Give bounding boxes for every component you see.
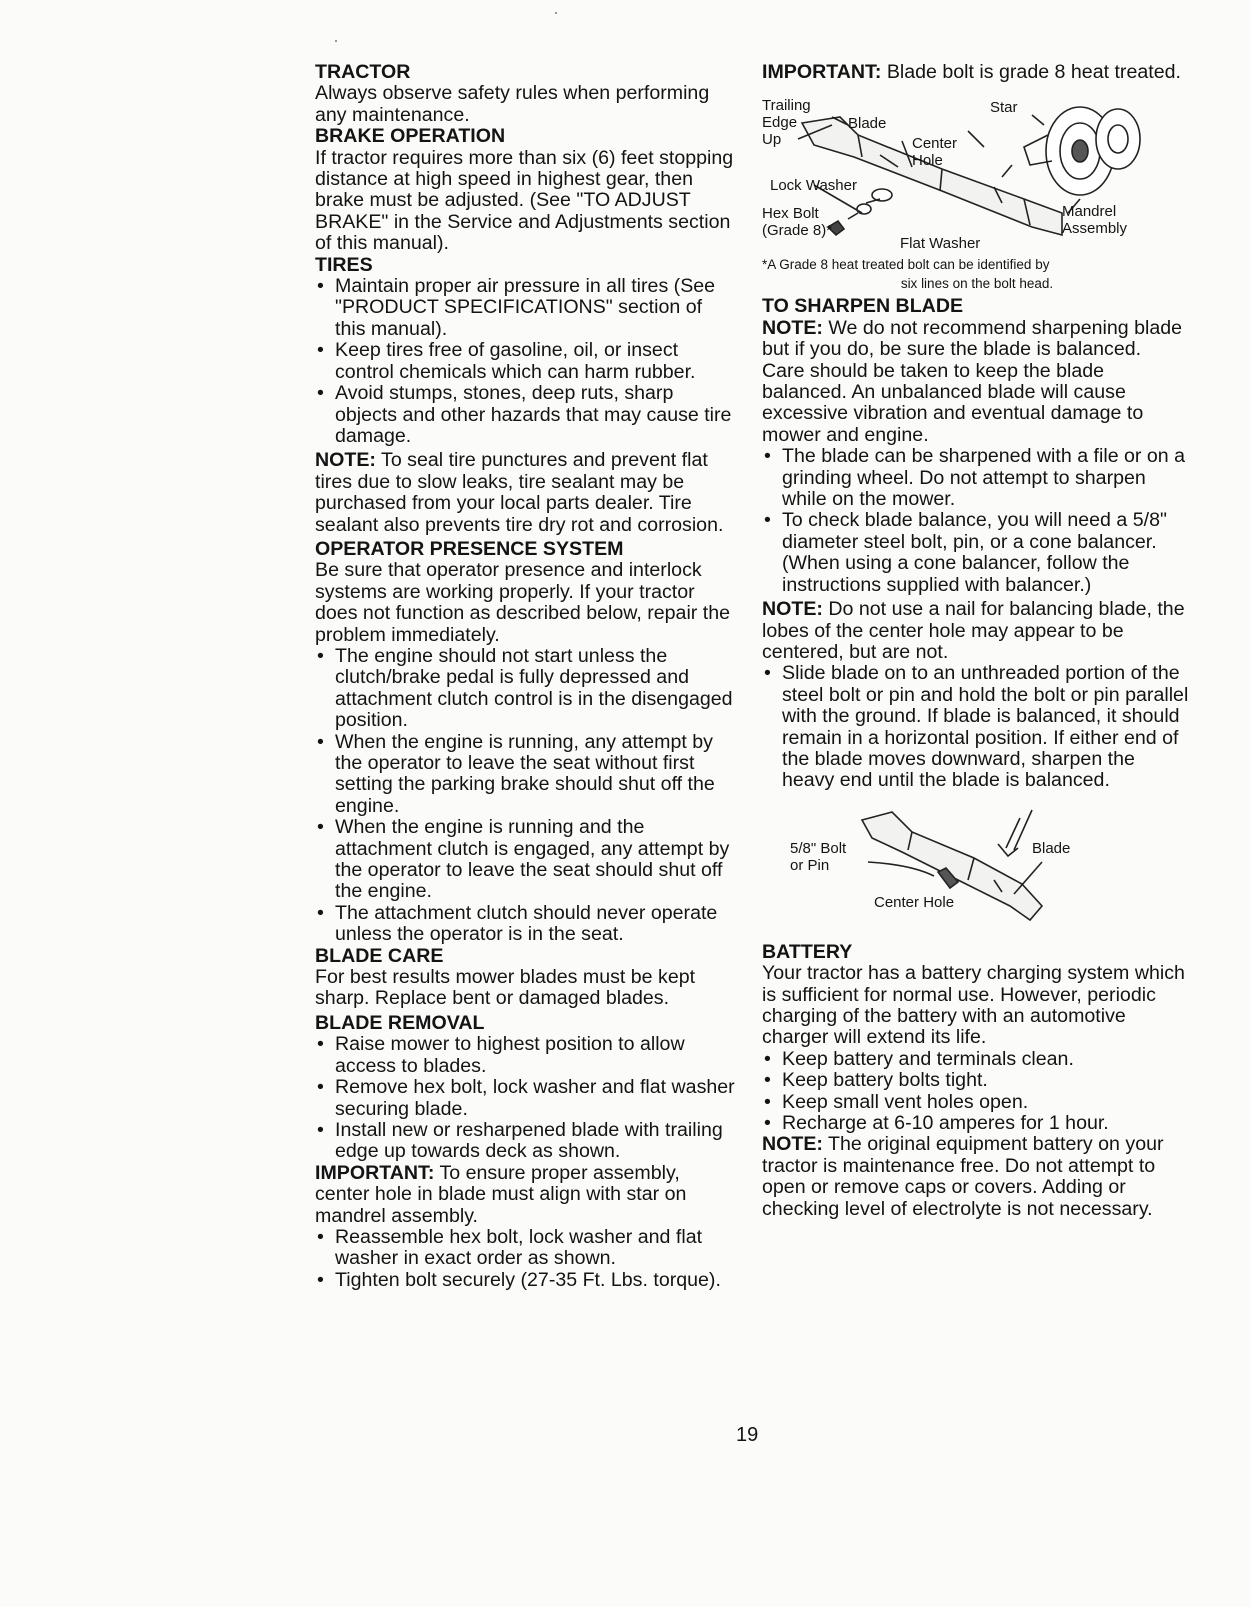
blade-bolt-note	[762, 62, 1192, 83]
tractor-text: Always observe safety rules when performing any maintenance.	[315, 82, 710, 126]
note-label: NOTE:	[315, 449, 376, 472]
brake-operation-heading: BRAKE OPERATION	[315, 125, 506, 148]
list-item: • Install new or resharpened blade with trailing edge up towards deck as shown.	[315, 1120, 735, 1163]
tires-note	[315, 450, 735, 536]
list-item: • The engine should not start unless the clutch/brake pedal is fully depressed and attachment clutch control is in the disengaged position.	[315, 646, 735, 732]
blade-care-text: For best results mower blades must be kept sharp. Replace bent or damaged blades.	[315, 966, 696, 1010]
blade-assembly-figure	[762, 95, 1192, 253]
center-hole-label: Center Hole	[874, 893, 955, 911]
important-assembly-note	[315, 1163, 735, 1227]
list-item: • Reassemble hex bolt, lock washer and flat washer in exact order as shown.	[315, 1227, 735, 1270]
list-item: • Slide blade on to an unthreaded portion of the steel bolt or pin and hold the bolt or pin parallel with the ground. If blade is balanced, it should remain in a horizontal position. If either end of the blade moves downward, sharpen the heavy end until the blade is balanced.	[762, 663, 1192, 791]
sharpen-text: Care should be taken to keep the blade balanced. An unbalanced blade will cause excessive vibration and eventual damage to mower and engine.	[762, 359, 1144, 446]
note-label: NOTE:	[762, 316, 823, 339]
list-item: • Keep tires free of gasoline, oil, or insect control chemicals which can harm rubber.	[315, 340, 735, 383]
operator-presence-text: Be sure that operator presence and interlock systems are working properly. If your tractor does not function as described below, repair the problem immediately.	[315, 559, 730, 646]
battery-heading: BATTERY	[762, 940, 853, 963]
list-item: • When the engine is running and the attachment clutch is engaged, any attempt by the operator to leave the seat should shut off the engine.	[315, 817, 735, 903]
list-item: • Recharge at 6-10 amperes for 1 hour.	[762, 1113, 1192, 1134]
note-label: NOTE:	[762, 1133, 823, 1156]
blade-label: Blade	[1032, 839, 1071, 857]
list-item: • Keep small vent holes open.	[762, 1092, 1192, 1113]
blade-care-heading: BLADE CARE	[315, 944, 444, 967]
scan-speck	[335, 40, 337, 42]
operator-presence-heading: OPERATOR PRESENCE SYSTEM	[315, 537, 624, 560]
star-label: Star	[990, 99, 1018, 117]
trailing-edge-up-label: Trailing Edge Up	[762, 97, 811, 149]
list-item: • Raise mower to highest position to allow access to blades.	[315, 1034, 735, 1077]
list-item: • When the engine is running, any attempt by the operator to leave the seat without first setting the parking brake should shut off the engine.	[315, 732, 735, 818]
tires-list	[315, 276, 735, 447]
list-item: • Tighten bolt securely (27-35 Ft. Lbs. torque).	[315, 1270, 735, 1291]
list-item: • To check blade balance, you will need a 5/8" diameter steel bolt, pin, or a cone balancer. (When using a cone balancer, follow the instructions supplied with balancer.)	[762, 510, 1192, 596]
blade-removal-heading: BLADE REMOVAL	[315, 1011, 485, 1034]
list-item: • Avoid stumps, stones, deep ruts, sharp objects and other hazards that may cause tire damage.	[315, 383, 735, 447]
list-item: • The attachment clutch should never operate unless the operator is in the seat.	[315, 903, 735, 946]
page-number: 19	[736, 1424, 759, 1446]
right-column	[762, 62, 1192, 1220]
important-label: IMPORTANT:	[315, 1161, 435, 1184]
operator-presence-list	[315, 646, 735, 946]
blade-label: Blade	[848, 115, 887, 133]
note-text: Do not use a nail for balancing blade, the lobes of the center hole may appear to be centered, but are not.	[762, 598, 1185, 663]
sharpen-note	[762, 318, 1192, 361]
battery-list	[762, 1049, 1192, 1135]
note-label: NOTE:	[762, 598, 823, 621]
list-item: • Keep battery and terminals clean.	[762, 1049, 1192, 1070]
blade-balance-figure	[762, 802, 1192, 942]
list-item: • Remove hex bolt, lock washer and flat washer securing blade.	[315, 1077, 735, 1120]
balance-note	[762, 599, 1192, 663]
scan-speck	[555, 12, 557, 14]
center-hole-label: Center Hole	[912, 135, 958, 170]
grade8-footnote: *A Grade 8 heat treated bolt can be identified by	[762, 257, 1050, 273]
left-column	[315, 62, 735, 1291]
mandrel-assembly-label: Mandrel Assembly	[1062, 203, 1128, 238]
battery-note	[762, 1134, 1192, 1220]
battery-text: Your tractor has a battery charging system which is sufficient for normal use. However, periodic charging of the battery with an automotive charger will extend its life.	[762, 962, 1185, 1049]
lock-washer-label: Lock Washer	[770, 177, 857, 195]
bolt-or-pin-label: 5/8" Bolt or Pin	[790, 839, 847, 874]
note-text: To seal tire punctures and prevent flat tires due to slow leaks, tire sealant may be purchased from your local parts dealer. Tire sealant also prevents tire dry rot and corrosion.	[315, 449, 724, 536]
reassemble-list	[315, 1227, 735, 1291]
flat-washer-label: Flat Washer	[900, 235, 981, 253]
blade-removal-list	[315, 1034, 735, 1162]
note-text: We do not recommend sharpening blade but if you do, be sure the blade is balanced.	[762, 316, 1183, 361]
important-text: To ensure proper assembly, center hole in blade must align with star on mandrel assembly.	[315, 1161, 687, 1227]
important-text: Blade bolt is grade 8 heat treated.	[881, 61, 1181, 83]
important-label: IMPORTANT:	[762, 61, 882, 83]
list-item: • Keep battery bolts tight.	[762, 1070, 1192, 1091]
sharpen-list	[762, 446, 1192, 596]
list-item: • Maintain proper air pressure in all tires (See "PRODUCT SPECIFICATIONS" section of this manual).	[315, 276, 735, 340]
sharpen-blade-heading: TO SHARPEN BLADE	[762, 295, 964, 318]
brake-operation-text: If tractor requires more than six (6) feet stopping distance at high speed in highest gear, then brake must be adjusted. (See "TO ADJUST BRAKE" in the Service and Adjustments section of this manual).	[315, 146, 734, 255]
list-item: • The blade can be sharpened with a file or on a grinding wheel. Do not attempt to sharpen while on the mower.	[762, 446, 1192, 510]
note-text: The original equipment battery on your tractor is maintenance free. Do not attempt to open or remove caps or covers. Adding or checking level of electrolyte is not necessary.	[762, 1133, 1164, 1220]
hex-bolt-label: Hex Bolt (Grade 8)*	[762, 205, 833, 240]
balance-list	[762, 663, 1192, 791]
grade8-footnote-cont: six lines on the bolt head.	[900, 276, 1054, 292]
tires-heading: TIRES	[315, 253, 373, 276]
tractor-heading: TRACTOR	[315, 61, 411, 83]
